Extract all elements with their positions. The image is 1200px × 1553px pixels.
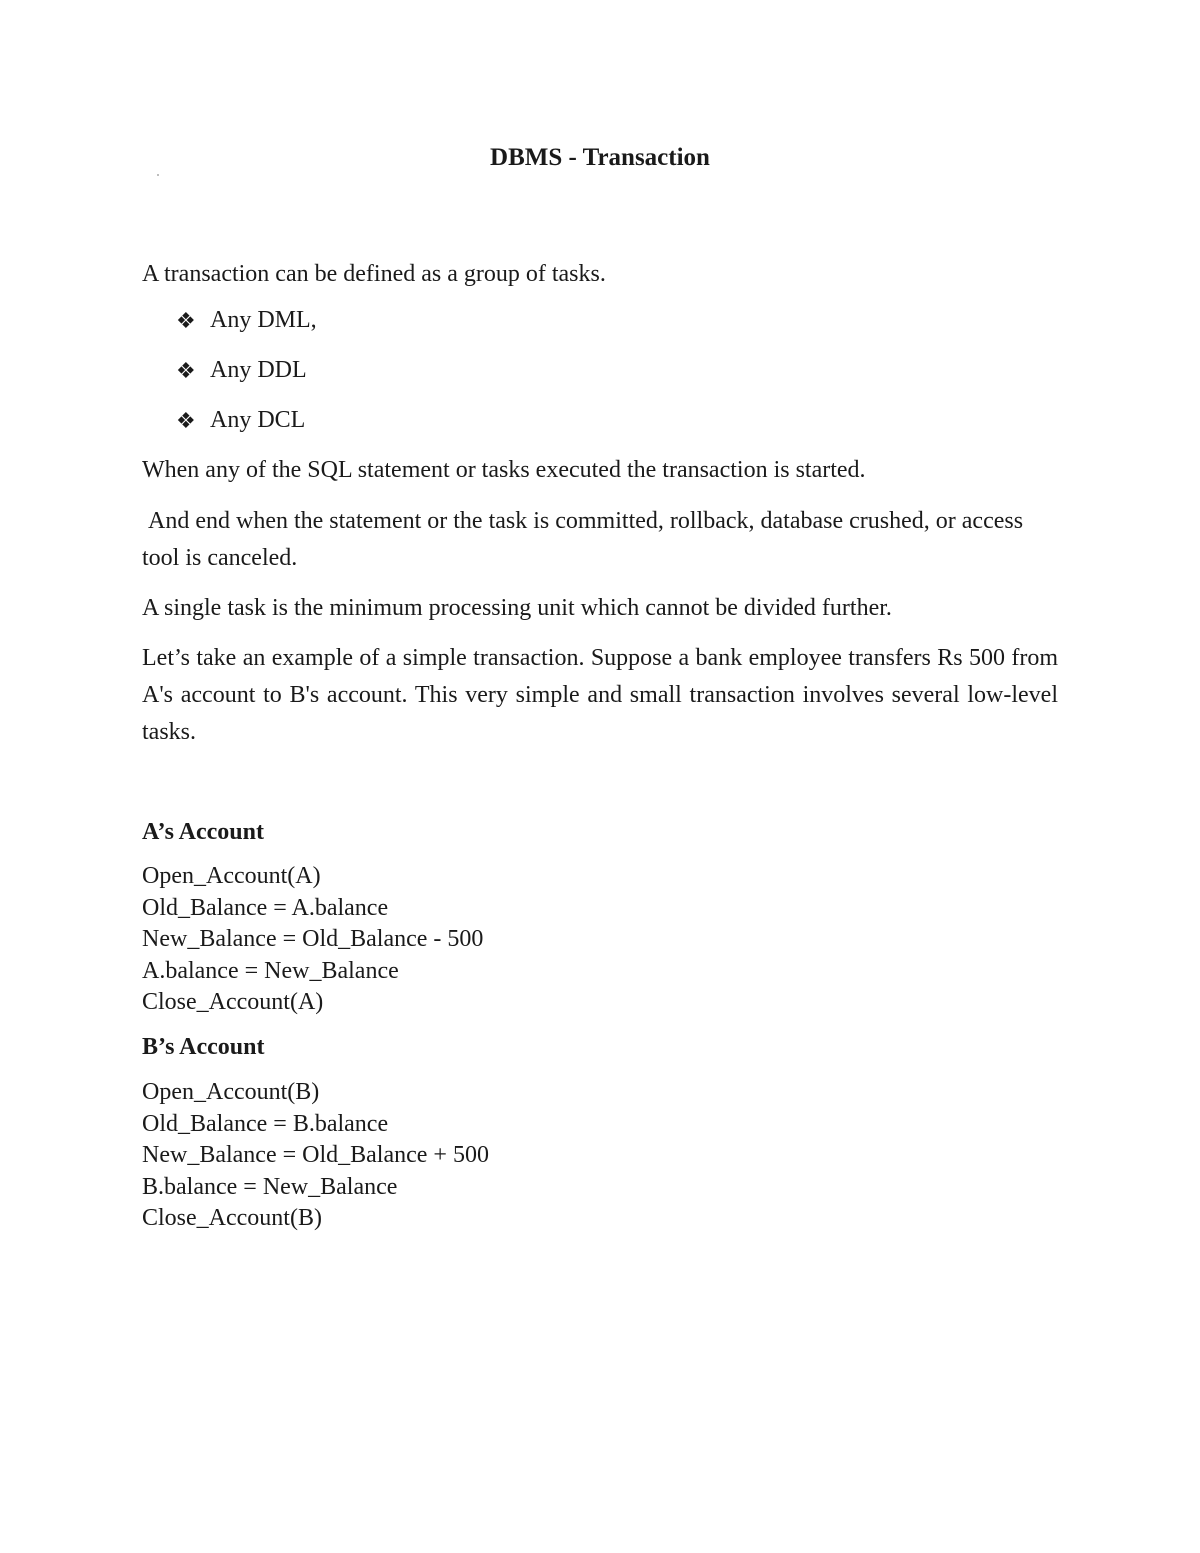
account-b-steps [142,1077,489,1235]
list-item [142,352,1058,402]
list-item-label: Any DDL [210,357,307,383]
list-item [142,302,1058,352]
step-line: New_Balance = Old_Balance - 500 [142,926,484,952]
account-b-heading: B’s Account [142,1034,265,1060]
stray-mark [157,174,159,176]
account-a-heading: A’s Account [142,819,264,845]
diamond-bullet-icon: ❖ [176,308,196,333]
list-item [142,402,1058,452]
step-line: Open_Account(B) [142,1079,320,1105]
diamond-bullet-icon: ❖ [176,408,196,433]
step-line: Close_Account(B) [142,1205,322,1231]
paragraph-transaction-start: When any of the SQL statement or tasks executed the transaction is started. [142,457,866,483]
step-line: Open_Account(A) [142,863,321,889]
page-title: DBMS - Transaction [490,144,710,171]
paragraph-transaction-end: And end when the statement or the task is committed, rollback, database crushed, or access tool is canceled. [142,508,1030,571]
paragraph-example: Let’s take an example of a simple transaction. Suppose a bank employee transfers Rs 500 from A's account to B's account. This very simple and small transaction involves several low-level tasks. [142,645,1058,745]
paragraph-single-task: A single task is the minimum processing unit which cannot be divided further. [142,595,892,621]
step-line: Close_Account(A) [142,989,324,1015]
step-line: A.balance = New_Balance [142,957,399,984]
list-item-label: Any DCL [210,407,306,433]
diamond-bullet-icon: ❖ [176,358,196,383]
transaction-types-list [142,302,1058,452]
list-item-label: Any DML, [210,307,317,333]
step-line: Old_Balance = B.balance [142,1110,389,1137]
account-a-steps [142,861,483,1019]
step-line: B.balance = New_Balance [142,1173,398,1200]
step-line: New_Balance = Old_Balance + 500 [142,1142,489,1168]
intro-paragraph: A transaction can be defined as a group of tasks. [142,261,606,287]
step-line: Old_Balance = A.balance [142,894,389,921]
